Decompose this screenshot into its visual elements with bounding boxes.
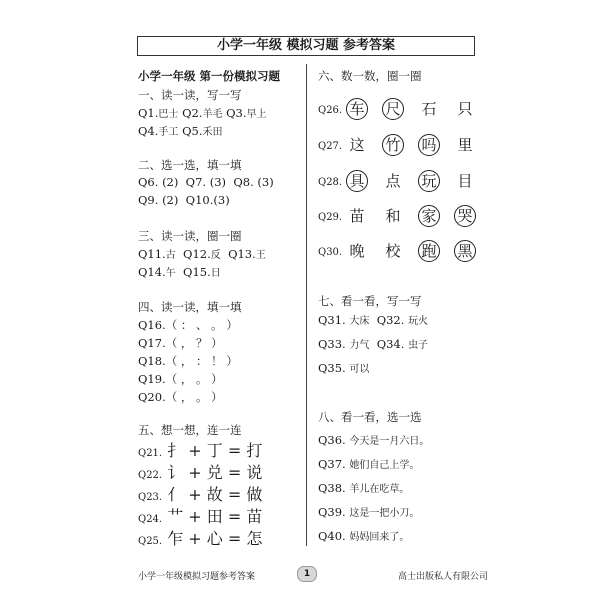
answer: 讠 + 兑 = 说 [167,463,263,482]
circled-character: 哭 [454,205,476,227]
question-number: Q1. [138,106,159,120]
question-number: Q9. [138,193,159,207]
answer-line [318,336,428,351]
character: 目 [457,172,473,190]
character: 晚 [349,242,365,260]
answer: 可以 [349,364,370,375]
circled-character: 家 [418,205,440,227]
answer-line [318,432,429,447]
answer-line [138,105,267,120]
question-number: Q26. [318,105,343,116]
paper-subtitle: 小学一年级 第一份模拟习题 [138,69,281,83]
answer: 羊儿在吃草。 [349,484,410,495]
character: 苗 [349,207,365,225]
answer: （ ： 、 。 ） [165,318,238,332]
answer: 力气 [349,340,370,351]
question-number: Q13. [228,247,256,261]
answer: 反 [210,250,221,261]
question-number: Q22. [138,470,163,481]
circled-character: 尺 [382,98,404,120]
answer: （ ， ？ ） [165,336,223,350]
section-heading: 二、选一选，填一填 [138,158,242,172]
question-number: Q23. [138,492,163,503]
question-number: Q32. [376,313,405,327]
circled-character: 具 [346,170,368,192]
column-divider [306,64,307,546]
section-heading: 五、想一想，连一连 [138,423,242,437]
question-number: Q28. [318,177,343,188]
circled-character: 竹 [382,134,404,156]
circle-row [318,101,478,123]
character: 只 [457,100,473,118]
page-title: 小学一年级 模拟习题 参考答案 [137,36,475,56]
answer: (3) [257,175,274,189]
answer: （ ， 。 ） [165,390,223,404]
question-number: Q37. [318,457,346,471]
section-heading: 七、看一看，写一写 [318,294,422,308]
answer: 手工 [158,127,179,138]
answer: (3) [213,193,230,207]
question-number: Q16. [138,318,166,332]
character: 石 [421,100,437,118]
footer-publisher: 高士出版私人有限公司 [398,572,489,582]
answer-line [138,389,223,405]
section-heading: 四、读一读，填一填 [138,300,242,314]
answer: 古 [165,250,176,261]
answer-line [138,460,262,483]
answer-line [318,480,409,495]
question-number: Q12. [183,247,211,261]
question-number: Q24. [138,514,163,525]
circle-row [318,137,478,159]
answer: （ ， ： ！ ） [165,354,238,368]
question-number: Q39. [318,505,346,519]
answer: 日 [210,268,221,279]
question-number: Q27. [318,141,343,152]
answer: (3) [209,175,227,189]
answer: 玩火 [408,316,429,327]
section-heading: 六、数一数，圈一圈 [318,69,422,83]
question-number: Q11. [138,247,166,261]
question-number: Q3. [226,106,247,120]
answer-line [138,175,274,189]
question-number: Q29. [318,212,343,223]
question-number: Q6. [138,175,159,189]
answer-line [138,526,262,549]
answer: 早上 [246,109,267,120]
circled-character: 玩 [418,170,440,192]
circle-row [318,243,478,265]
question-number: Q21. [138,448,163,459]
question-number: Q8. [233,175,254,189]
answer-line [138,353,238,369]
circle-row [318,173,478,195]
answer: 艹 + 田 = 苗 [167,507,263,526]
question-number: Q36. [318,433,346,447]
answer: 大床 [349,316,370,327]
answer: 扌 + 丁 = 打 [167,441,263,460]
question-number: Q5. [182,124,203,138]
question-number: Q14. [138,265,166,279]
answer-line [138,264,221,279]
answer: 虫子 [408,340,429,351]
character: 和 [385,207,401,225]
question-number: Q31. [318,313,346,327]
question-number: Q20. [138,390,166,404]
answer: 午 [165,268,176,279]
answer-line [138,317,238,333]
answer: 今天是一月六日。 [349,436,430,447]
answer-line [318,528,409,543]
answer-line [138,246,266,261]
question-number: Q7. [185,175,207,189]
answer-line [318,360,369,375]
question-number: Q4. [138,124,159,138]
question-number: Q2. [182,106,203,120]
question-number: Q35. [318,361,346,375]
question-number: Q15. [183,265,211,279]
answer: 亻 + 故 = 做 [167,485,263,504]
character: 这 [349,136,365,154]
answer-line [138,482,262,505]
circled-character: 跑 [418,240,440,262]
answer-line [138,504,262,527]
question-number: Q38. [318,481,346,495]
answer-line [138,438,262,461]
question-number: Q30. [318,247,343,258]
circle-row [318,208,478,230]
question-number: Q17. [138,336,166,350]
question-number: Q19. [138,372,166,386]
section-heading: 八、看一看，选一选 [318,410,422,424]
circled-character: 吗 [418,134,440,156]
answer-line [318,312,428,327]
answer: 巴士 [158,109,179,120]
answer-line [138,335,223,351]
question-number: Q10. [185,193,214,207]
answer-line [138,123,222,138]
answer: 这是一把小刀。 [349,508,420,519]
circled-character: 黑 [454,240,476,262]
footer-title: 小学一年级模拟习题参考答案 [138,572,256,582]
question-number: Q40. [318,529,346,543]
answer: 禾田 [202,127,223,138]
section-heading: 三、读一读，圈一圈 [138,229,242,243]
question-number: Q18. [138,354,166,368]
question-number: Q34. [376,337,405,351]
answer: (2) [162,193,179,207]
answer-line [318,456,419,471]
section-heading: 一、读一读，写一写 [138,88,242,102]
answer: (2) [162,175,179,189]
question-number: Q25. [138,536,163,547]
answer: 乍 + 心 = 怎 [167,529,263,548]
page-number: 1 [297,566,317,582]
answer: 她们自己上学。 [349,460,420,471]
answer-line [138,193,230,207]
answer: 妈妈回来了。 [349,532,410,543]
character: 里 [457,136,473,154]
character: 校 [385,242,401,260]
answer-line [138,371,223,387]
answer: 王 [255,250,266,261]
question-number: Q33. [318,337,346,351]
answer: 羊毛 [202,109,223,120]
answer-line [318,504,419,519]
character: 点 [385,172,401,190]
answer: （ ， 。 ） [165,372,223,386]
circled-character: 车 [346,98,368,120]
